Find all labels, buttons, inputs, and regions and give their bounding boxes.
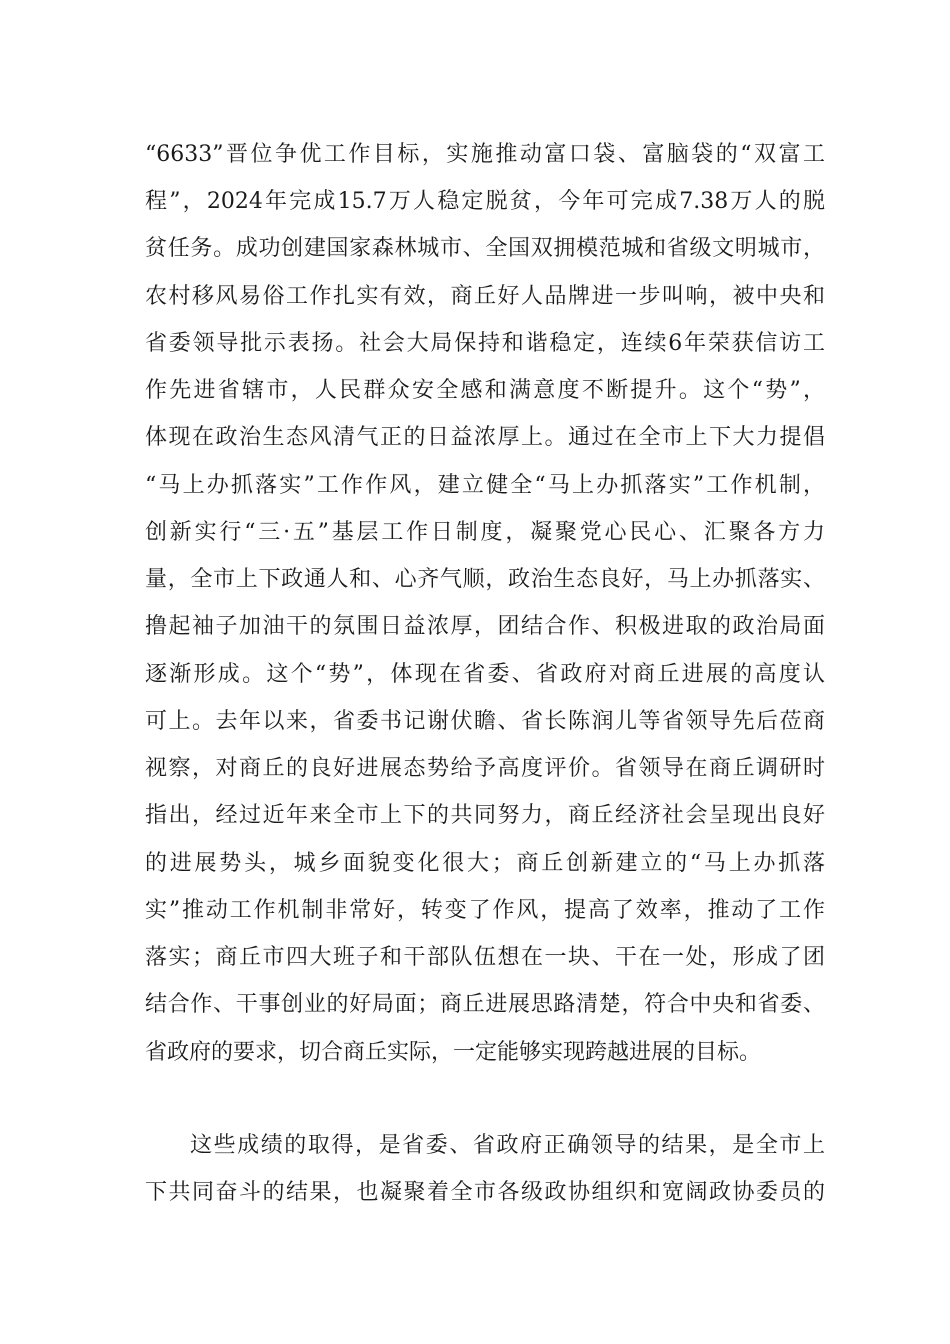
text-line: 结合作、干事创业的好局面；商丘进展思路清楚，符合中央和省委、 [145, 992, 825, 1017]
text-line: 贫任务。成功创建国家森林城市、全国双拥模范城和省级文明城市， [145, 236, 825, 261]
text-line: 农村移风易俗工作扎实有效，商丘好人品牌进一步叫响，被中央和 [145, 284, 825, 309]
text-line: 体现在政治生态风清气正的日益浓厚上。通过在全市上下大力提倡 [145, 425, 825, 450]
text-line: 创新实行“三·五”基层工作日制度，凝聚党心民心、汇聚各方力 [145, 520, 825, 545]
text-line: 撸起袖子加油干的氛围日益浓厚，团结合作、积极进取的政治局面 [145, 614, 825, 639]
text-line: 省委领导批示表扬。社会大局保持和谐稳定，连续6年荣获信访工 [145, 331, 825, 356]
text-line: 可上。去年以来，省委书记谢伏瞻、省长陈润儿等省领导先后莅商 [145, 709, 825, 734]
text-line: 实”推动工作机制非常好，转变了作风，提高了效率，推动了工作 [145, 898, 825, 923]
text-line: 省政府的要求，切合商丘实际，一定能够实现跨越进展的目标。 [145, 1040, 762, 1065]
text-line: 下共同奋斗的结果，也凝聚着全市各级政协组织和宽阔政协委员的 [145, 1180, 825, 1205]
text-line: 程”，2024年完成15.7万人稳定脱贫，今年可完成7.38万人的脱 [145, 189, 825, 214]
text-line: 指出，经过近年来全市上下的共同努力，商丘经济社会呈现出良好 [145, 803, 825, 828]
text-line: “马上办抓落实”工作作风，建立健全“马上办抓落实”工作机制， [145, 473, 825, 498]
text-line: 视察，对商丘的良好进展态势给予高度评价。省领导在商丘调研时 [145, 756, 825, 781]
text-line: 逐渐形成。这个“势”，体现在省委、省政府对商丘进展的高度认 [145, 662, 825, 687]
text-line: 落实；商丘市四大班子和干部队伍想在一块、干在一处，形成了团 [145, 945, 825, 970]
text-line: 的进展势头，城乡面貌变化很大；商丘创新建立的“马上办抓落 [145, 851, 825, 876]
text-line: 这些成绩的取得，是省委、省政府正确领导的结果，是全市上 [190, 1133, 825, 1158]
text-line: “6633”晋位争优工作目标，实施推动富口袋、富脑袋的“双富工 [145, 142, 825, 167]
text-line: 作先进省辖市，人民群众安全感和满意度不断提升。这个“势”， [145, 378, 825, 403]
text-line: 量，全市上下政通人和、心齐气顺，政治生态良好，马上办抓落实、 [145, 567, 825, 592]
